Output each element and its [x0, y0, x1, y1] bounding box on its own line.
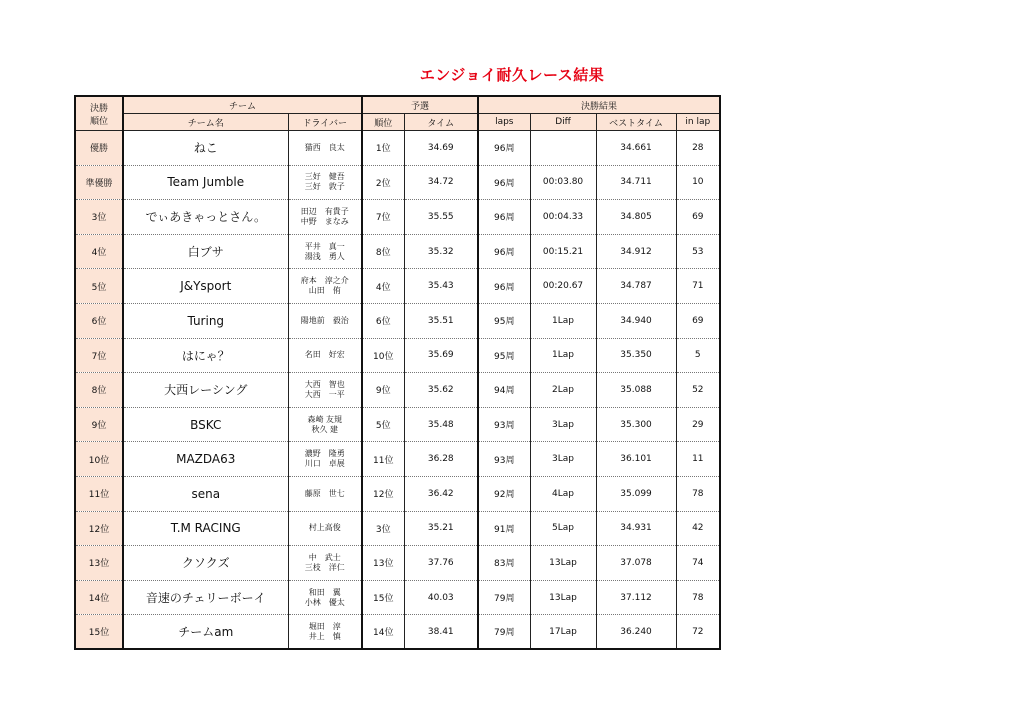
team-name-cell: 音速のチェリーボーイ: [123, 580, 288, 615]
driver-name: 濃野 隆勇: [304, 449, 345, 459]
rank-cell: 14位: [75, 580, 123, 615]
driver-name: 三好 健吾: [304, 172, 345, 182]
driver-name: 秋久 建: [311, 424, 339, 434]
diff-cell: 1Lap: [530, 338, 596, 373]
in-lap-cell: 69: [676, 200, 720, 235]
rank-cell: 8位: [75, 373, 123, 408]
driver-name: 村上高俊: [308, 523, 341, 533]
qualifying-time-cell: 35.51: [404, 303, 478, 338]
driver-cell: [288, 165, 362, 200]
team-name-cell: sena: [123, 476, 288, 511]
diff-cell: 00:20.67: [530, 269, 596, 304]
team-name-cell: クソクズ: [123, 546, 288, 581]
diff-cell: 2Lap: [530, 373, 596, 408]
best-time-cell: 37.112: [596, 580, 676, 615]
diff-cell: 5Lap: [530, 511, 596, 546]
rank-cell: 15位: [75, 615, 123, 650]
best-time-cell: 35.350: [596, 338, 676, 373]
header-q-rank: 順位: [362, 114, 404, 131]
qualifying-time-cell: 35.43: [404, 269, 478, 304]
driver-name: 田辺 有貴子: [300, 206, 349, 216]
laps-cell: 96周: [478, 131, 530, 166]
qualifying-time-cell: 35.32: [404, 234, 478, 269]
best-time-cell: 34.931: [596, 511, 676, 546]
header-best-time: ベストタイム: [596, 114, 676, 131]
driver-name: 川口 卓展: [304, 459, 345, 469]
best-time-cell: 34.711: [596, 165, 676, 200]
laps-cell: 83周: [478, 546, 530, 581]
driver-cell: [288, 303, 362, 338]
driver-cell: [288, 580, 362, 615]
qualifying-rank-cell: 13位: [362, 546, 404, 581]
diff-cell: 3Lap: [530, 407, 596, 442]
driver-cell: [288, 407, 362, 442]
best-time-cell: 34.787: [596, 269, 676, 304]
rank-cell: 3位: [75, 200, 123, 235]
qualifying-rank-cell: 2位: [362, 165, 404, 200]
table-row: [75, 131, 720, 166]
driver-cell: [288, 615, 362, 650]
driver-cell: [288, 442, 362, 477]
qualifying-time-cell: 35.21: [404, 511, 478, 546]
table-row: [75, 269, 720, 304]
table-body: [75, 131, 720, 650]
team-name-cell: Team Jumble: [123, 165, 288, 200]
rank-cell: 7位: [75, 338, 123, 373]
qualifying-time-cell: 35.69: [404, 338, 478, 373]
laps-cell: 96周: [478, 234, 530, 269]
driver-name: 森崎 友規: [307, 414, 343, 424]
laps-cell: 79周: [478, 615, 530, 650]
driver-name: 中 武士: [308, 552, 341, 562]
header-laps: laps: [478, 114, 530, 131]
qualifying-time-cell: 34.72: [404, 165, 478, 200]
qualifying-rank-cell: 10位: [362, 338, 404, 373]
diff-cell: 4Lap: [530, 476, 596, 511]
laps-cell: 79周: [478, 580, 530, 615]
laps-cell: 95周: [478, 338, 530, 373]
in-lap-cell: 71: [676, 269, 720, 304]
team-name-cell: 白ブサ: [123, 234, 288, 269]
qualifying-time-cell: 35.55: [404, 200, 478, 235]
best-time-cell: 35.088: [596, 373, 676, 408]
diff-cell: [530, 131, 596, 166]
driver-name: 中野 まなみ: [300, 216, 349, 226]
qualifying-rank-cell: 3位: [362, 511, 404, 546]
team-name-cell: Turing: [123, 303, 288, 338]
qualifying-time-cell: 35.48: [404, 407, 478, 442]
driver-name: 堀田 淳: [308, 621, 341, 631]
table-row: [75, 234, 720, 269]
driver-name: 平井 真一: [304, 241, 345, 251]
qualifying-rank-cell: 11位: [362, 442, 404, 477]
team-name-cell: J&Ysport: [123, 269, 288, 304]
diff-cell: 00:15.21: [530, 234, 596, 269]
qualifying-time-cell: 34.69: [404, 131, 478, 166]
in-lap-cell: 42: [676, 511, 720, 546]
driver-cell: [288, 131, 362, 166]
in-lap-cell: 5: [676, 338, 720, 373]
best-time-cell: 35.099: [596, 476, 676, 511]
qualifying-time-cell: 37.76: [404, 546, 478, 581]
in-lap-cell: 52: [676, 373, 720, 408]
driver-name: 大西 一平: [304, 389, 345, 399]
driver-cell: [288, 476, 362, 511]
driver-name: 井上 慎: [308, 631, 341, 641]
laps-cell: 95周: [478, 303, 530, 338]
rank-cell: 13位: [75, 546, 123, 581]
table-header: [75, 96, 720, 131]
laps-cell: 91周: [478, 511, 530, 546]
rank-cell: 6位: [75, 303, 123, 338]
driver-cell: [288, 234, 362, 269]
rank-cell: 12位: [75, 511, 123, 546]
driver-name: 猫西 良太: [304, 142, 345, 152]
table-row: [75, 442, 720, 477]
qualifying-rank-cell: 15位: [362, 580, 404, 615]
laps-cell: 92周: [478, 476, 530, 511]
rank-cell: 11位: [75, 476, 123, 511]
results-table: [74, 95, 721, 650]
laps-cell: 93周: [478, 442, 530, 477]
in-lap-cell: 11: [676, 442, 720, 477]
qualifying-rank-cell: 5位: [362, 407, 404, 442]
driver-cell: [288, 338, 362, 373]
best-time-cell: 35.300: [596, 407, 676, 442]
table-row: [75, 476, 720, 511]
rank-cell: 4位: [75, 234, 123, 269]
driver-name: 湯浅 勇人: [304, 251, 345, 261]
driver-name: 陽地前 毅治: [300, 315, 349, 325]
table-row: [75, 511, 720, 546]
team-name-cell: 大西レーシング: [123, 373, 288, 408]
rank-cell: 優勝: [75, 131, 123, 166]
qualifying-rank-cell: 4位: [362, 269, 404, 304]
diff-cell: 17Lap: [530, 615, 596, 650]
best-time-cell: 34.912: [596, 234, 676, 269]
qualifying-rank-cell: 6位: [362, 303, 404, 338]
driver-name: 三枝 洋仁: [304, 562, 345, 572]
qualifying-time-cell: 38.41: [404, 615, 478, 650]
best-time-cell: 34.661: [596, 131, 676, 166]
diff-cell: 13Lap: [530, 546, 596, 581]
diff-cell: 00:03.80: [530, 165, 596, 200]
header-diff: Diff: [530, 114, 596, 131]
driver-name: 和田 翼: [308, 587, 341, 597]
team-name-cell: チームam: [123, 615, 288, 650]
rank-cell: 9位: [75, 407, 123, 442]
best-time-cell: 34.940: [596, 303, 676, 338]
best-time-cell: 34.805: [596, 200, 676, 235]
in-lap-cell: 28: [676, 131, 720, 166]
header-final-group: 決勝結果: [478, 96, 720, 114]
table-row: [75, 303, 720, 338]
in-lap-cell: 78: [676, 476, 720, 511]
table-row: [75, 580, 720, 615]
team-name-cell: はにゃ？: [123, 338, 288, 373]
qualifying-time-cell: 35.62: [404, 373, 478, 408]
in-lap-cell: 10: [676, 165, 720, 200]
table-row: [75, 338, 720, 373]
driver-name: 小林 優太: [304, 597, 345, 607]
diff-cell: 3Lap: [530, 442, 596, 477]
qualifying-time-cell: 36.42: [404, 476, 478, 511]
table-row: [75, 200, 720, 235]
table-row: [75, 546, 720, 581]
best-time-cell: 36.240: [596, 615, 676, 650]
header-q-time: タイム: [404, 114, 478, 131]
laps-cell: 96周: [478, 269, 530, 304]
qualifying-rank-cell: 12位: [362, 476, 404, 511]
driver-cell: [288, 269, 362, 304]
qualifying-rank-cell: 9位: [362, 373, 404, 408]
driver-name: 藤原 世七: [304, 488, 345, 498]
driver-cell: [288, 511, 362, 546]
header-in-lap: in lap: [676, 114, 720, 131]
driver-cell: [288, 373, 362, 408]
qualifying-rank-cell: 8位: [362, 234, 404, 269]
rank-cell: 5位: [75, 269, 123, 304]
qualifying-time-cell: 40.03: [404, 580, 478, 615]
laps-cell: 96周: [478, 165, 530, 200]
team-name-cell: BSKC: [123, 407, 288, 442]
header-final-rank: 決勝 順位: [75, 96, 123, 131]
in-lap-cell: 78: [676, 580, 720, 615]
header-team-name: チーム名: [123, 114, 288, 131]
qualifying-rank-cell: 7位: [362, 200, 404, 235]
best-time-cell: 36.101: [596, 442, 676, 477]
in-lap-cell: 74: [676, 546, 720, 581]
team-name-cell: T.M RACING: [123, 511, 288, 546]
in-lap-cell: 29: [676, 407, 720, 442]
header-qualifying-group: 予選: [362, 96, 478, 114]
table-row: [75, 165, 720, 200]
qualifying-rank-cell: 1位: [362, 131, 404, 166]
qualifying-rank-cell: 14位: [362, 615, 404, 650]
team-name-cell: MAZDA63: [123, 442, 288, 477]
best-time-cell: 37.078: [596, 546, 676, 581]
header-team-group: チーム: [123, 96, 362, 114]
driver-name: 山田 侑: [308, 286, 341, 296]
diff-cell: 1Lap: [530, 303, 596, 338]
in-lap-cell: 72: [676, 615, 720, 650]
table-row: [75, 407, 720, 442]
driver-name: 大西 智也: [304, 379, 345, 389]
team-name-cell: ねこ: [123, 131, 288, 166]
driver-cell: [288, 546, 362, 581]
laps-cell: 93周: [478, 407, 530, 442]
rank-cell: 準優勝: [75, 165, 123, 200]
driver-name: 三好 敦子: [304, 182, 345, 192]
diff-cell: 13Lap: [530, 580, 596, 615]
team-name-cell: でぃあきゃっとさん。: [123, 200, 288, 235]
laps-cell: 94周: [478, 373, 530, 408]
header-driver: ドライバー: [288, 114, 362, 131]
rank-cell: 10位: [75, 442, 123, 477]
page-title: エンジョイ耐久レース結果: [419, 66, 605, 84]
table-row: [75, 615, 720, 650]
diff-cell: 00:04.33: [530, 200, 596, 235]
driver-cell: [288, 200, 362, 235]
driver-name: 名田 好宏: [304, 350, 345, 360]
in-lap-cell: 69: [676, 303, 720, 338]
qualifying-time-cell: 36.28: [404, 442, 478, 477]
table-row: [75, 373, 720, 408]
laps-cell: 96周: [478, 200, 530, 235]
driver-name: 府本 淳之介: [300, 276, 349, 286]
in-lap-cell: 53: [676, 234, 720, 269]
